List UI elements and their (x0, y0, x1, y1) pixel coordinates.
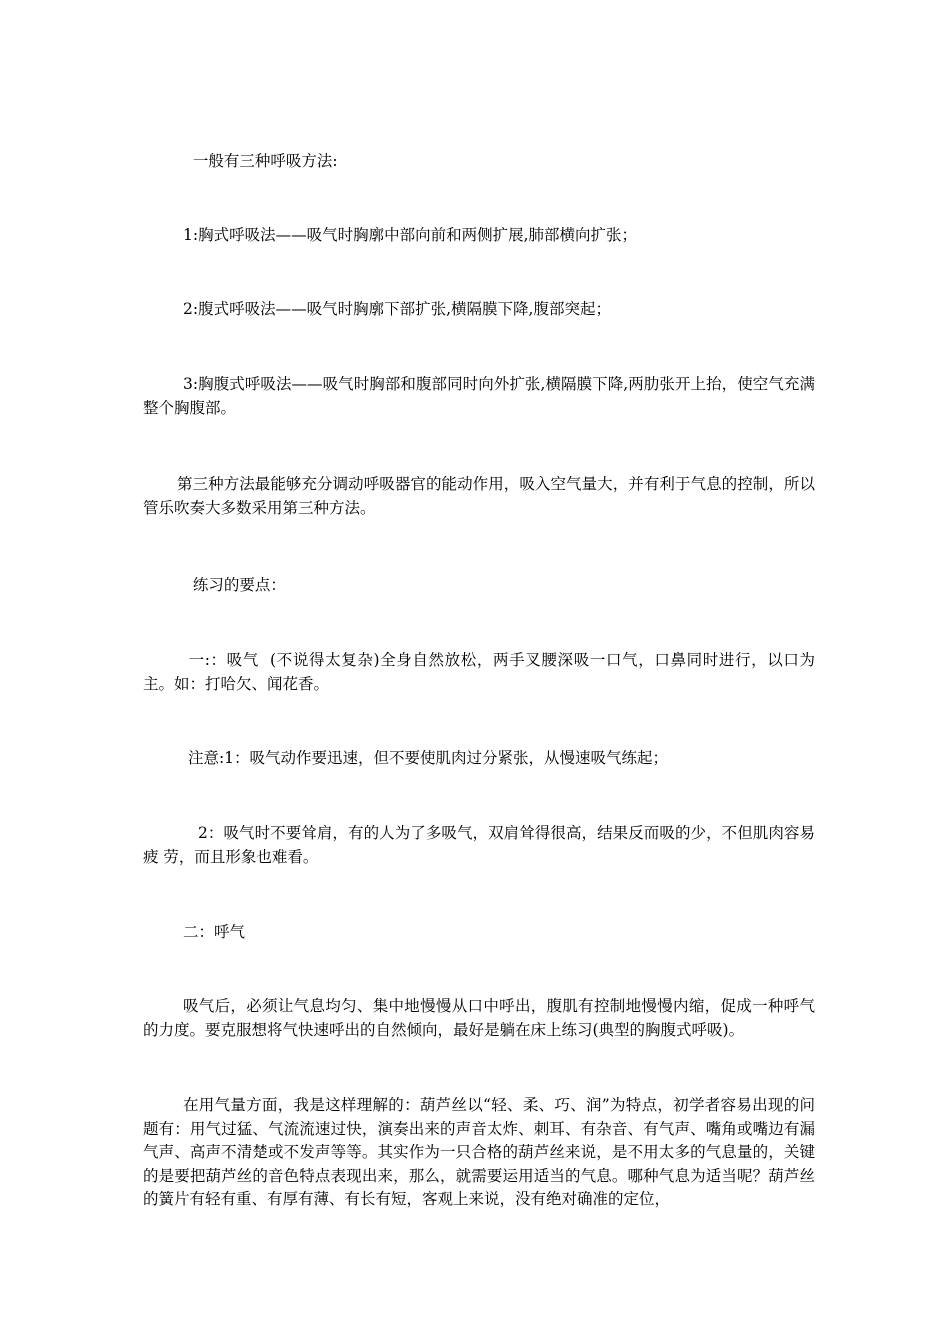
exhale-explanation: 吸气后，必须让气息均匀、集中地慢慢从口中呼出，腹肌有控制地慢慢内缩，促成一种呼气的力度。要克服想将气快速呼出的自然倾向，最好是躺在床上练习(典型的胸腹式呼吸)。 (143, 997, 815, 1039)
note-two: 2：吸气时不要耸肩，有的人为了多吸气，双肩耸得很高，结果反而吸的少，不但肌肉容易疲 劳，而且形象也难看。 (143, 824, 815, 866)
air-volume-explanation: 在用气量方面，我是这样理解的：葫芦丝以“轻、柔、巧、润”为特点，初学者容易出现的问题有：用气过猛、气流流速过快，演奏出来的声音太炸、刺耳、有杂音、有气声、嘴角或嘴边有漏气声、高声不清楚或不发声等等。其实作为一只合格的葫芦丝来说，是不用太多的气息量的，关键的是要把葫芦丝的音色特点表现出来，那么，就需要运用适当的气息。哪种气息为适当呢？葫芦丝的簧片有轻有重、有厚有薄、有长有短，客观上来说，没有绝对确准的定位， (143, 1096, 815, 1208)
note-one: 注意:1：吸气动作要迅速，但不要使肌肉过分紧张，从慢速吸气练起； (183, 749, 669, 767)
third-method-explanation: 第三种方法最能够充分调动呼吸器官的能动作用，吸入空气量大，并有利于气息的控制，所以管乐吹奏大多数采用第三种方法。 (143, 475, 815, 517)
heading-practice-points: 练习的要点： (183, 576, 286, 594)
point-one-inhale: 一:：吸气 (不说得太复杂)全身自然放松，两手叉腰深吸一口气，口鼻同时进行，以口为主。如：打哈欠、闻花香。 (143, 651, 815, 693)
method-chest-abdominal-breathing: 3:胸腹式呼吸法——吸气时胸部和腹部同时向外扩张,横隔膜下降,两肋张开上抬，使空气充满整个胸腹部。 (143, 375, 815, 417)
method-chest-breathing: 1:胸式呼吸法——吸气时胸廓中部向前和两侧扩展,肺部横向扩张； (183, 226, 638, 244)
heading-breathing-methods: 一般有三种呼吸方法: (183, 152, 338, 170)
heading-exhale: 二：呼气 (183, 923, 246, 941)
method-abdominal-breathing: 2:腹式呼吸法——吸气时胸廓下部扩张,横隔膜下降,腹部突起； (183, 300, 611, 318)
